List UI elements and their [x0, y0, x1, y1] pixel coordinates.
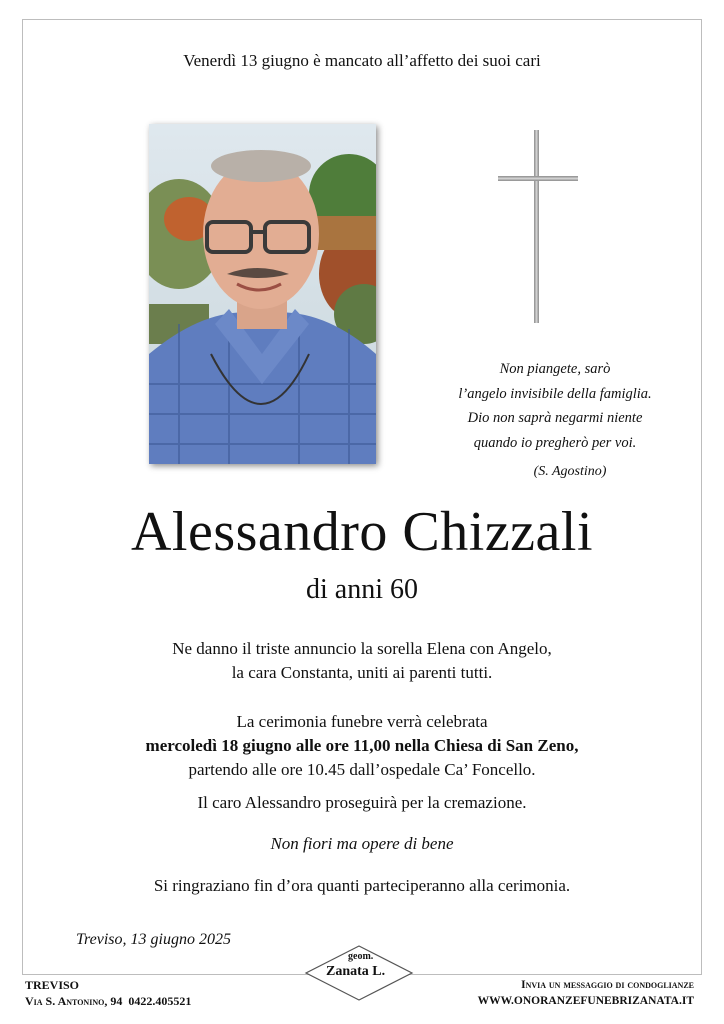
footer-divider: [22, 974, 292, 975]
footer-website-link[interactable]: WWW.ONORANZEFUNEBRIZANATA.IT: [477, 995, 694, 1007]
quote-line: Non piangete, sarò: [499, 361, 611, 377]
logo-name: Zanata L.: [326, 964, 386, 979]
quote-line: Dio non saprà negarmi niente: [467, 410, 643, 426]
footer-contact: [478, 977, 694, 1009]
flowers-note: Non fiori ma opere di bene: [270, 834, 454, 853]
quote: [420, 357, 690, 455]
announcement-line: Ne danno il triste annuncio la sorella Elena con Angelo,: [172, 639, 552, 658]
quote-line: l’angelo invisibile della famiglia.: [458, 385, 652, 402]
intro-text: Venerdì 13 giugno è mancato all’affetto dei suoi cari: [183, 51, 541, 70]
ceremony-line: La cerimonia funebre verrà celebrata: [236, 712, 488, 731]
deceased-age: di anni 60: [306, 574, 418, 605]
announcement-line: la cara Constanta, uniti ai parenti tutti.: [231, 663, 493, 682]
deceased-photo: [149, 124, 376, 464]
footer-divider: [430, 974, 702, 975]
quote-author: (S. Agostino): [533, 464, 607, 479]
cremation-note: Il caro Alessandro proseguirà per la cremazione.: [197, 793, 527, 812]
logo-title: geom.: [348, 951, 374, 962]
ceremony-line: partendo alle ore 10.45 dall’ospedale Ca’ Foncello.: [188, 760, 536, 779]
footer-address: [25, 977, 191, 1009]
announcement: [0, 637, 724, 685]
quote-line: quando io pregherò per voi.: [473, 434, 637, 451]
place-date: Treviso, 13 giugno 2025: [76, 931, 231, 948]
footer-message: Invia un messaggio di condoglianze: [521, 979, 694, 991]
cross-icon: [498, 130, 578, 325]
ceremony-date-line: mercoledì 18 giugno alle ore 11,00 nella Chiesa di San Zeno,: [145, 736, 579, 755]
footer-phone: 0422.405521: [128, 994, 192, 1008]
thanks-note: Si ringraziano fin d’ora quanti parteciperanno alla cerimonia.: [153, 876, 571, 895]
ceremony-details: [0, 710, 724, 782]
deceased-name: Alessandro Chizzali: [130, 501, 594, 563]
footer-city: TREVISO: [25, 978, 80, 992]
footer-street: Via S. Antonino, 94: [25, 994, 123, 1008]
